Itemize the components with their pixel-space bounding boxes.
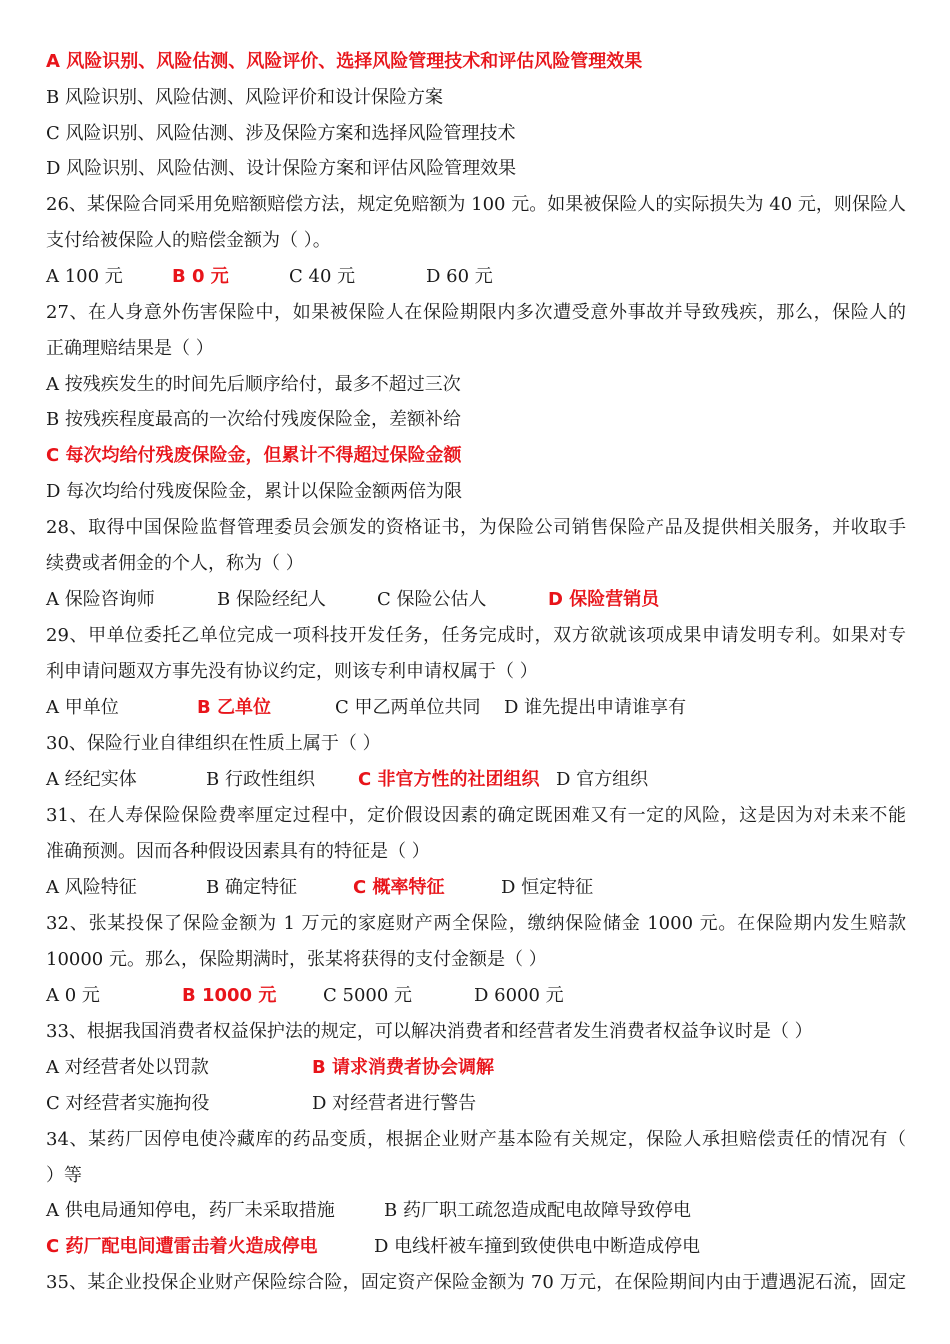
q32-stem-line1: 32、张某投保了保险金额为 1 万元的家庭财产两全保险，缴纳保险储金 1000 元。在保险期内发生赔款 <box>46 913 906 934</box>
q33-option-d: D 对经营者进行警告 <box>312 1093 477 1114</box>
q31-option-b: B 确定特征 <box>206 877 297 898</box>
q34-option-d: D 电线杆被车撞到致使供电中断造成停电 <box>374 1236 701 1257</box>
q27-option-a: A 按残疾发生的时间先后顺序给付，最多不超过三次 <box>46 374 461 395</box>
q30-option-c-answer: C 非官方性的社团组织 <box>358 769 540 790</box>
q34-option-b: B 药厂职工疏忽造成配电故障导致停电 <box>384 1200 691 1221</box>
q32-option-a: A 0 元 <box>46 985 100 1006</box>
q25-option-d: D 风险识别、风险估测、设计保险方案和评估风险管理效果 <box>46 158 517 179</box>
q33-option-b-answer: B 请求消费者协会调解 <box>312 1057 494 1078</box>
q29-stem-line2: 利申请问题双方事先没有协议约定，则该专利申请权属于（ ） <box>46 661 538 682</box>
q34-option-a: A 供电局通知停电，药厂未采取措施 <box>46 1200 335 1221</box>
q32-stem-line2: 10000 元。那么，保险期满时，张某将获得的支付金额是（ ） <box>46 949 547 970</box>
q30-option-b: B 行政性组织 <box>206 769 315 790</box>
q30-option-d: D 官方组织 <box>556 769 649 790</box>
q29-option-d: D 谁先提出申请谁享有 <box>504 697 687 718</box>
q34-option-c-answer: C 药厂配电间遭雷击着火造成停电 <box>46 1236 318 1257</box>
q26-option-b-answer: B 0 元 <box>172 266 229 287</box>
q27-stem-line2: 正确理赔结果是（ ） <box>46 338 214 359</box>
q31-stem-line2: 准确预测。因而各种假设因素具有的特征是（ ） <box>46 841 430 862</box>
q33-option-a: A 对经营者处以罚款 <box>46 1057 209 1078</box>
q29-option-c: C 甲乙两单位共同 <box>335 697 481 718</box>
q32-option-c: C 5000 元 <box>323 985 413 1006</box>
q30-stem-line1: 30、保险行业自律组织在性质上属于（ ） <box>46 733 381 754</box>
q26-stem-line2: 支付给被保险人的赔偿金额为（ ）。 <box>46 230 331 251</box>
q27-option-d: D 每次均给付残废保险金，累计以保险金额两倍为限 <box>46 481 463 502</box>
q28-option-b: B 保险经纪人 <box>217 589 326 610</box>
q29-option-a: A 甲单位 <box>46 697 119 718</box>
q35-stem-line1: 35、某企业投保企业财产保险综合险，固定资产保险金额为 70 万元，在保险期间内由于遭遇泥石流，固定 <box>46 1272 906 1293</box>
q33-option-c: C 对经营者实施拘役 <box>46 1093 210 1114</box>
q26-option-c: C 40 元 <box>289 266 356 287</box>
q25-option-a-answer: A 风险识别、风险估测、风险评价、选择风险管理技术和评估风险管理效果 <box>46 51 643 72</box>
q31-option-c-answer: C 概率特征 <box>353 877 445 898</box>
q27-stem-line1: 27、在人身意外伤害保险中，如果被保险人在保险期限内多次遭受意外事故并导致残疾，那么，保险人的 <box>46 302 906 323</box>
q27-option-c-answer: C 每次均给付残废保险金，但累计不得超过保险金额 <box>46 445 462 466</box>
q32-option-d: D 6000 元 <box>474 985 564 1006</box>
q28-option-d-answer: D 保险营销员 <box>548 589 660 610</box>
q34-stem-line1: 34、某药厂因停电使冷藏库的药品变质，根据企业财产基本险有关规定，保险人承担赔偿责任的情况有（ <box>46 1129 906 1150</box>
q33-stem-line1: 33、根据我国消费者权益保护法的规定，可以解决消费者和经营者发生消费者权益争议时是（ ） <box>46 1021 813 1042</box>
q29-option-b-answer: B 乙单位 <box>197 697 271 718</box>
q34-stem-line2: ）等 <box>46 1165 82 1186</box>
q26-option-a: A 100 元 <box>46 266 123 287</box>
q32-option-b-answer: B 1000 元 <box>182 985 277 1006</box>
q28-option-c: C 保险公估人 <box>377 589 487 610</box>
q25-option-b: B 风险识别、风险估测、风险评价和设计保险方案 <box>46 87 443 108</box>
q28-stem-line1: 28、取得中国保险监督管理委员会颁发的资格证书，为保险公司销售保险产品及提供相关服务，并收取手 <box>46 517 906 538</box>
q28-option-a: A 保险咨询师 <box>46 589 155 610</box>
q31-stem-line1: 31、在人寿保险保险费率厘定过程中，定价假设因素的确定既困难又有一定的风险，这是因为对未来不能 <box>46 805 906 826</box>
q31-option-a: A 风险特征 <box>46 877 137 898</box>
q27-option-b: B 按残疾程度最高的一次给付残废保险金，差额补给 <box>46 409 461 430</box>
q28-stem-line2: 续费或者佣金的个人，称为（ ） <box>46 553 304 574</box>
q26-stem-line1: 26、某保险合同采用免赔额赔偿方法，规定免赔额为 100 元。如果被保险人的实际损失为 40 元，则保险人 <box>46 194 906 215</box>
q26-option-d: D 60 元 <box>426 266 493 287</box>
q31-option-d: D 恒定特征 <box>501 877 594 898</box>
q30-option-a: A 经纪实体 <box>46 769 137 790</box>
q25-option-c: C 风险识别、风险估测、涉及保险方案和选择风险管理技术 <box>46 123 516 144</box>
q29-stem-line1: 29、甲单位委托乙单位完成一项科技开发任务，任务完成时，双方欲就该项成果申请发明专利。如果对专 <box>46 625 906 646</box>
